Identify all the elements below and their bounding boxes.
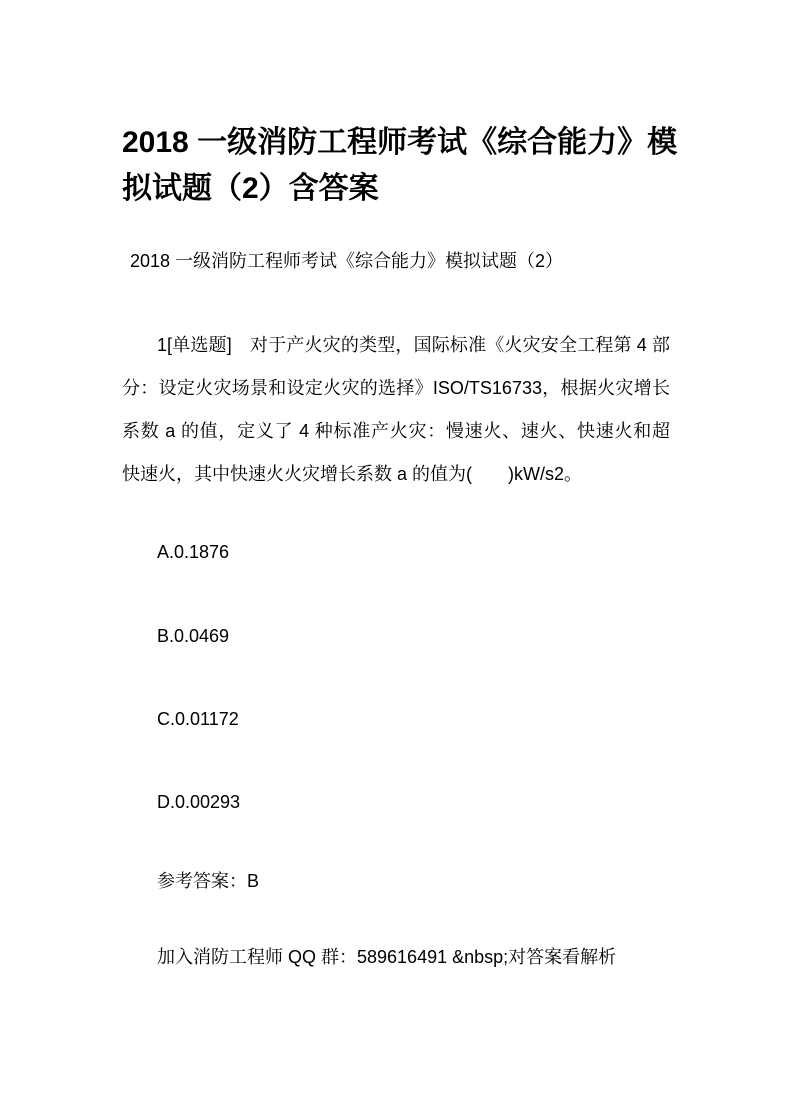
- question-text: [122, 324, 670, 496]
- document-title-line-1: 2018 一级消防工程师考试《综合能力》模: [122, 126, 678, 159]
- question-line-2: 分：设定火灾场景和设定火灾的选择》ISO/TS16733，根据火灾增长: [122, 378, 670, 398]
- document-title: [122, 120, 678, 212]
- option-c: C.0.01172: [157, 709, 239, 729]
- option-b: B.0.0469: [157, 626, 230, 646]
- footer-note: 加入消防工程师 QQ 群：589616491 &nbsp;对答案看解析: [157, 947, 617, 967]
- option-a: A.0.1876: [157, 542, 230, 562]
- document-title-line-2: 拟试题（2）含答案: [122, 172, 379, 205]
- option-d: D.0.00293: [157, 792, 241, 812]
- question-line-3: 系数 a 的值，定义了 4 种标准产火灾：慢速火、速火、快速火和超: [122, 421, 670, 441]
- reference-answer: 参考答案：B: [157, 871, 260, 891]
- question-line-4: 快速火，其中快速火火灾增长系数 a 的值为( )kW/s2。: [122, 464, 582, 484]
- document-subtitle: 2018 一级消防工程师考试《综合能力》模拟试题（2）: [130, 251, 564, 271]
- question-line-1: 1[单选题] 对于产火灾的类型，国际标准《火灾安全工程第 4 部: [157, 335, 670, 355]
